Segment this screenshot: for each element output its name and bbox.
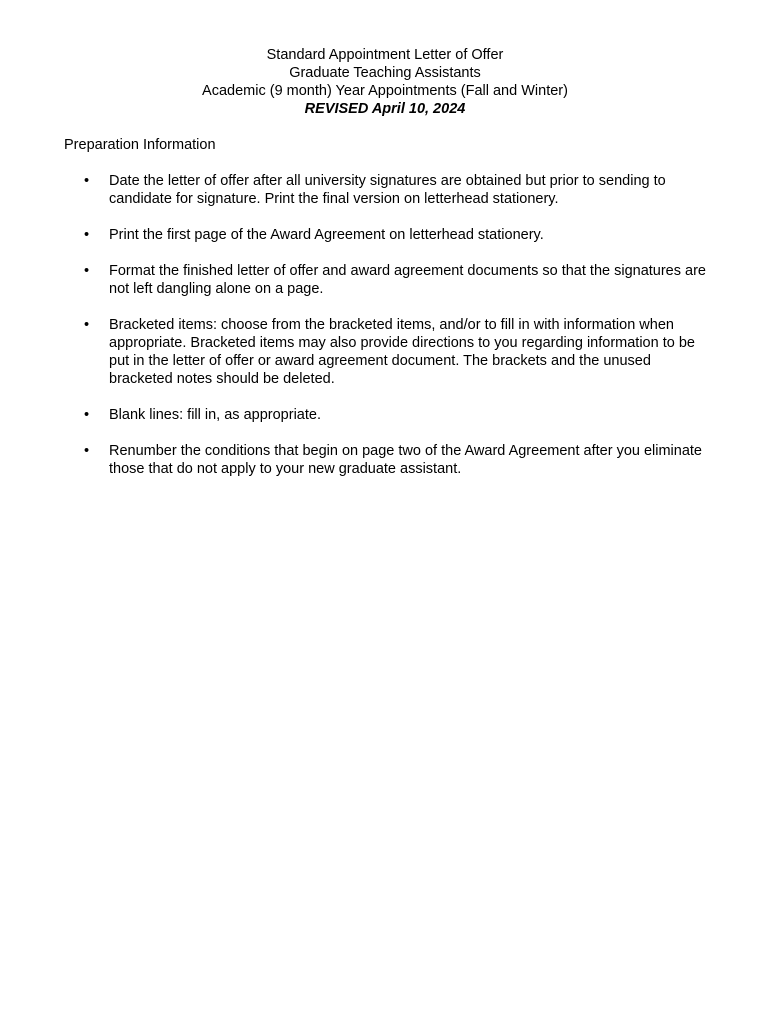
list-item (0, 406, 770, 424)
list-item (0, 316, 770, 388)
list-item (0, 172, 770, 208)
bullet-icon: • (84, 173, 90, 189)
bullet-icon: • (84, 263, 90, 279)
list-item (0, 262, 770, 298)
revised-date: REVISED April 10, 2024 (304, 101, 466, 117)
list-item-text: Bracketed items: choose from the bracketed items, and/or to fill in with information when appropriate. Bracketed items may also provide directions to you regarding information to be put in the letter of offer or award agreement document. The brackets and the unused bracketed notes should be deleted. (109, 317, 695, 387)
list-item-text: Format the finished letter of offer and award agreement documents so that the signatures are not left dangling alone on a page. (109, 263, 706, 297)
document-title: Standard Appointment Letter of Offer (266, 47, 504, 63)
bullet-icon: • (84, 227, 90, 243)
bullet-icon: • (84, 407, 90, 423)
preparation-list (0, 172, 770, 496)
bullet-icon: • (84, 443, 90, 459)
list-item-text: Date the letter of offer after all university signatures are obtained but prior to sending to candidate for signature. Print the final version on letterhead stationery. (109, 173, 666, 207)
appointment-type: Academic (9 month) Year Appointments (Fall and Winter) (202, 83, 568, 99)
list-item-text: Renumber the conditions that begin on page two of the Award Agreement after you eliminate those that do not apply to your new graduate assistant. (109, 443, 702, 477)
list-item-text: Print the first page of the Award Agreement on letterhead stationery. (109, 227, 544, 243)
list-item-text: Blank lines: fill in, as appropriate. (109, 407, 321, 423)
document-subtitle: Graduate Teaching Assistants (289, 65, 481, 81)
preparation-heading: Preparation Information (64, 137, 216, 153)
bullet-icon: • (84, 317, 90, 333)
document-header (0, 46, 770, 118)
list-item (0, 442, 770, 478)
list-item (0, 226, 770, 244)
